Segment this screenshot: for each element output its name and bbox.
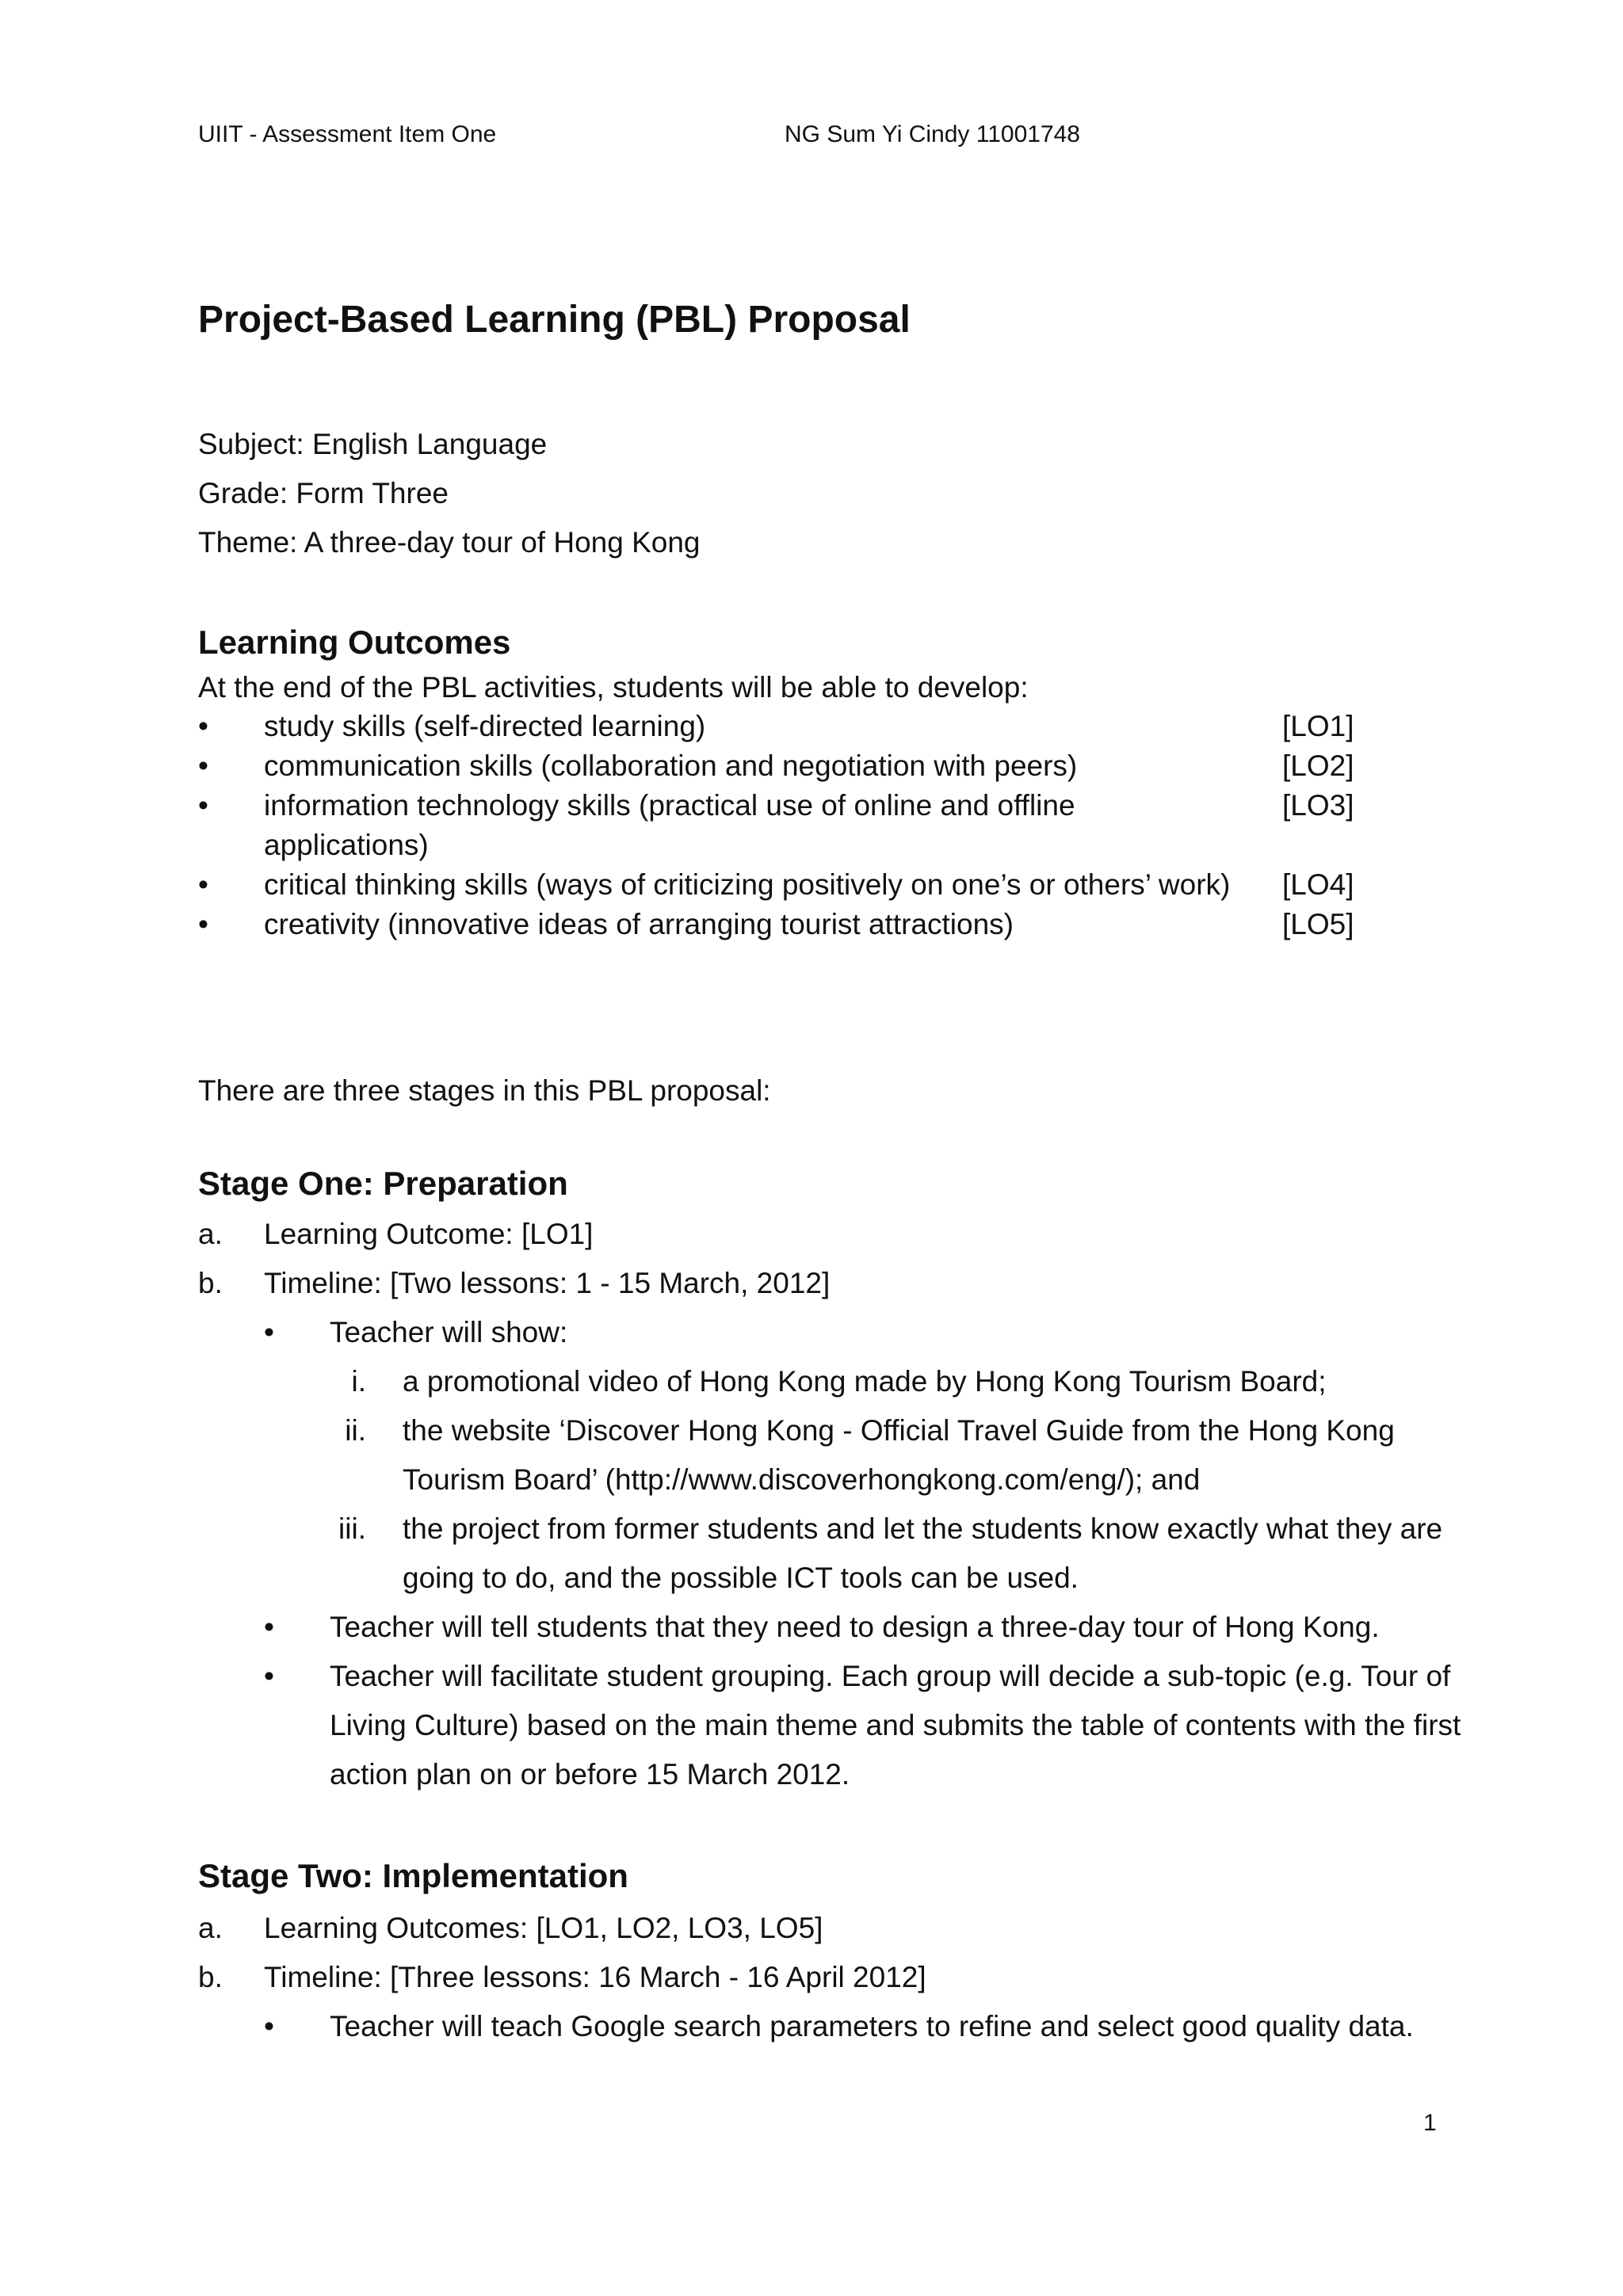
stage-one-body [198, 1210, 1466, 1799]
outcome-text: information technology skills (practical use of online and offline applications) [264, 789, 1075, 861]
item-label: b. [198, 1267, 223, 1299]
list-item [198, 1406, 1466, 1505]
outcome-code: [LO4] [1282, 868, 1354, 901]
outcome-text: communication skills (collaboration and negotiation with peers) [264, 749, 1078, 782]
list-item [198, 1652, 1466, 1799]
bullet-glyph: • [198, 789, 208, 822]
learning-outcomes-list [198, 707, 1426, 944]
list-item [198, 865, 1426, 905]
learning-outcomes-heading: Learning Outcomes [198, 624, 511, 661]
show-item-text: the project from former students and let the students know exactly what they are going to do, and the possible ICT tools can be used. [403, 1512, 1443, 1594]
bullet-glyph: • [264, 1316, 274, 1348]
item-label: iii. [338, 1512, 366, 1545]
stage-one-heading: Stage One: Preparation [198, 1165, 568, 1202]
stage-two-timeline: Timeline: [Three lessons: 16 March - 16 April 2012] [264, 1961, 926, 1993]
outcome-text: critical thinking skills (ways of criticizing positively on one’s or others’ work) [264, 868, 1231, 901]
stage-two-body [198, 1904, 1466, 2051]
list-item [198, 707, 1426, 746]
grade-line: Grade: Form Three [198, 477, 449, 509]
list-item [198, 746, 1426, 786]
list-item [198, 1357, 1466, 1406]
list-item [198, 1953, 1466, 2002]
bullet-glyph: • [198, 868, 208, 901]
list-item [198, 905, 1426, 944]
bullet-glyph: • [264, 1660, 274, 1692]
bullet-glyph: • [264, 1611, 274, 1643]
item-label: a. [198, 1912, 223, 1944]
stages-intro: There are three stages in this PBL proposal: [198, 1074, 771, 1107]
bullet-glyph: • [264, 2010, 274, 2042]
item-label: i. [351, 1365, 366, 1398]
outcome-text: study skills (self-directed learning) [264, 710, 706, 742]
stage-one-outcome: Learning Outcome: [LO1] [264, 1218, 594, 1250]
item-label: ii. [345, 1414, 366, 1447]
bullet-glyph: • [198, 749, 208, 782]
bullet-text: Teacher will facilitate student grouping. Each group will decide a sub-topic (e.g. Tour of Living Culture) based on the main theme and submits the table of contents with the first action plan on or before 15 March 2012. [330, 1660, 1461, 1791]
page-title: Project-Based Learning (PBL) Proposal [198, 299, 911, 341]
proposal-info [198, 420, 701, 567]
stage-two-heading: Stage Two: Implementation [198, 1857, 628, 1894]
bullet-glyph: • [198, 908, 208, 940]
list-item [198, 1210, 1466, 1259]
list-item [198, 1308, 1466, 1357]
bullet-text: Teacher will tell students that they need to design a three-day tour of Hong Kong. [330, 1611, 1380, 1643]
running-header-title: UIIT - Assessment Item One [198, 121, 497, 147]
list-item [198, 1505, 1466, 1603]
list-item [198, 1603, 1466, 1652]
list-item [198, 786, 1426, 865]
outcome-code: [LO1] [1282, 710, 1354, 742]
show-item-text: a promotional video of Hong Kong made by Hong Kong Tourism Board; [403, 1365, 1327, 1398]
page-number: 1 [1423, 2110, 1437, 2136]
theme-line: Theme: A three-day tour of Hong Kong [198, 526, 701, 559]
list-item [198, 2002, 1466, 2051]
show-item-text: the website ‘Discover Hong Kong - Official Travel Guide from the Hong Kong Tourism Board’ (http://www.discoverhongkong.com/eng/); and [403, 1414, 1395, 1496]
list-item [198, 1259, 1466, 1308]
outcome-code: [LO5] [1282, 908, 1354, 940]
stage-one-timeline: Timeline: [Two lessons: 1 - 15 March, 2012] [264, 1267, 831, 1299]
outcome-text: creativity (innovative ideas of arranging tourist attractions) [264, 908, 1014, 940]
bullet-text: Teacher will teach Google search parameters to refine and select good quality data. [330, 2010, 1414, 2042]
bullet-glyph: • [198, 710, 208, 742]
learning-outcomes-intro: At the end of the PBL activities, students will be able to develop: [198, 671, 1029, 704]
stage-two-outcome: Learning Outcomes: [LO1, LO2, LO3, LO5] [264, 1912, 823, 1944]
subject-line: Subject: English Language [198, 428, 548, 460]
item-label: b. [198, 1961, 223, 1993]
item-label: a. [198, 1218, 223, 1250]
outcome-code: [LO2] [1282, 749, 1354, 782]
running-header-author: NG Sum Yi Cindy 11001748 [785, 121, 1080, 147]
outcome-code: [LO3] [1282, 789, 1354, 822]
list-item [198, 1904, 1466, 1953]
bullet-text: Teacher will show: [330, 1316, 568, 1348]
